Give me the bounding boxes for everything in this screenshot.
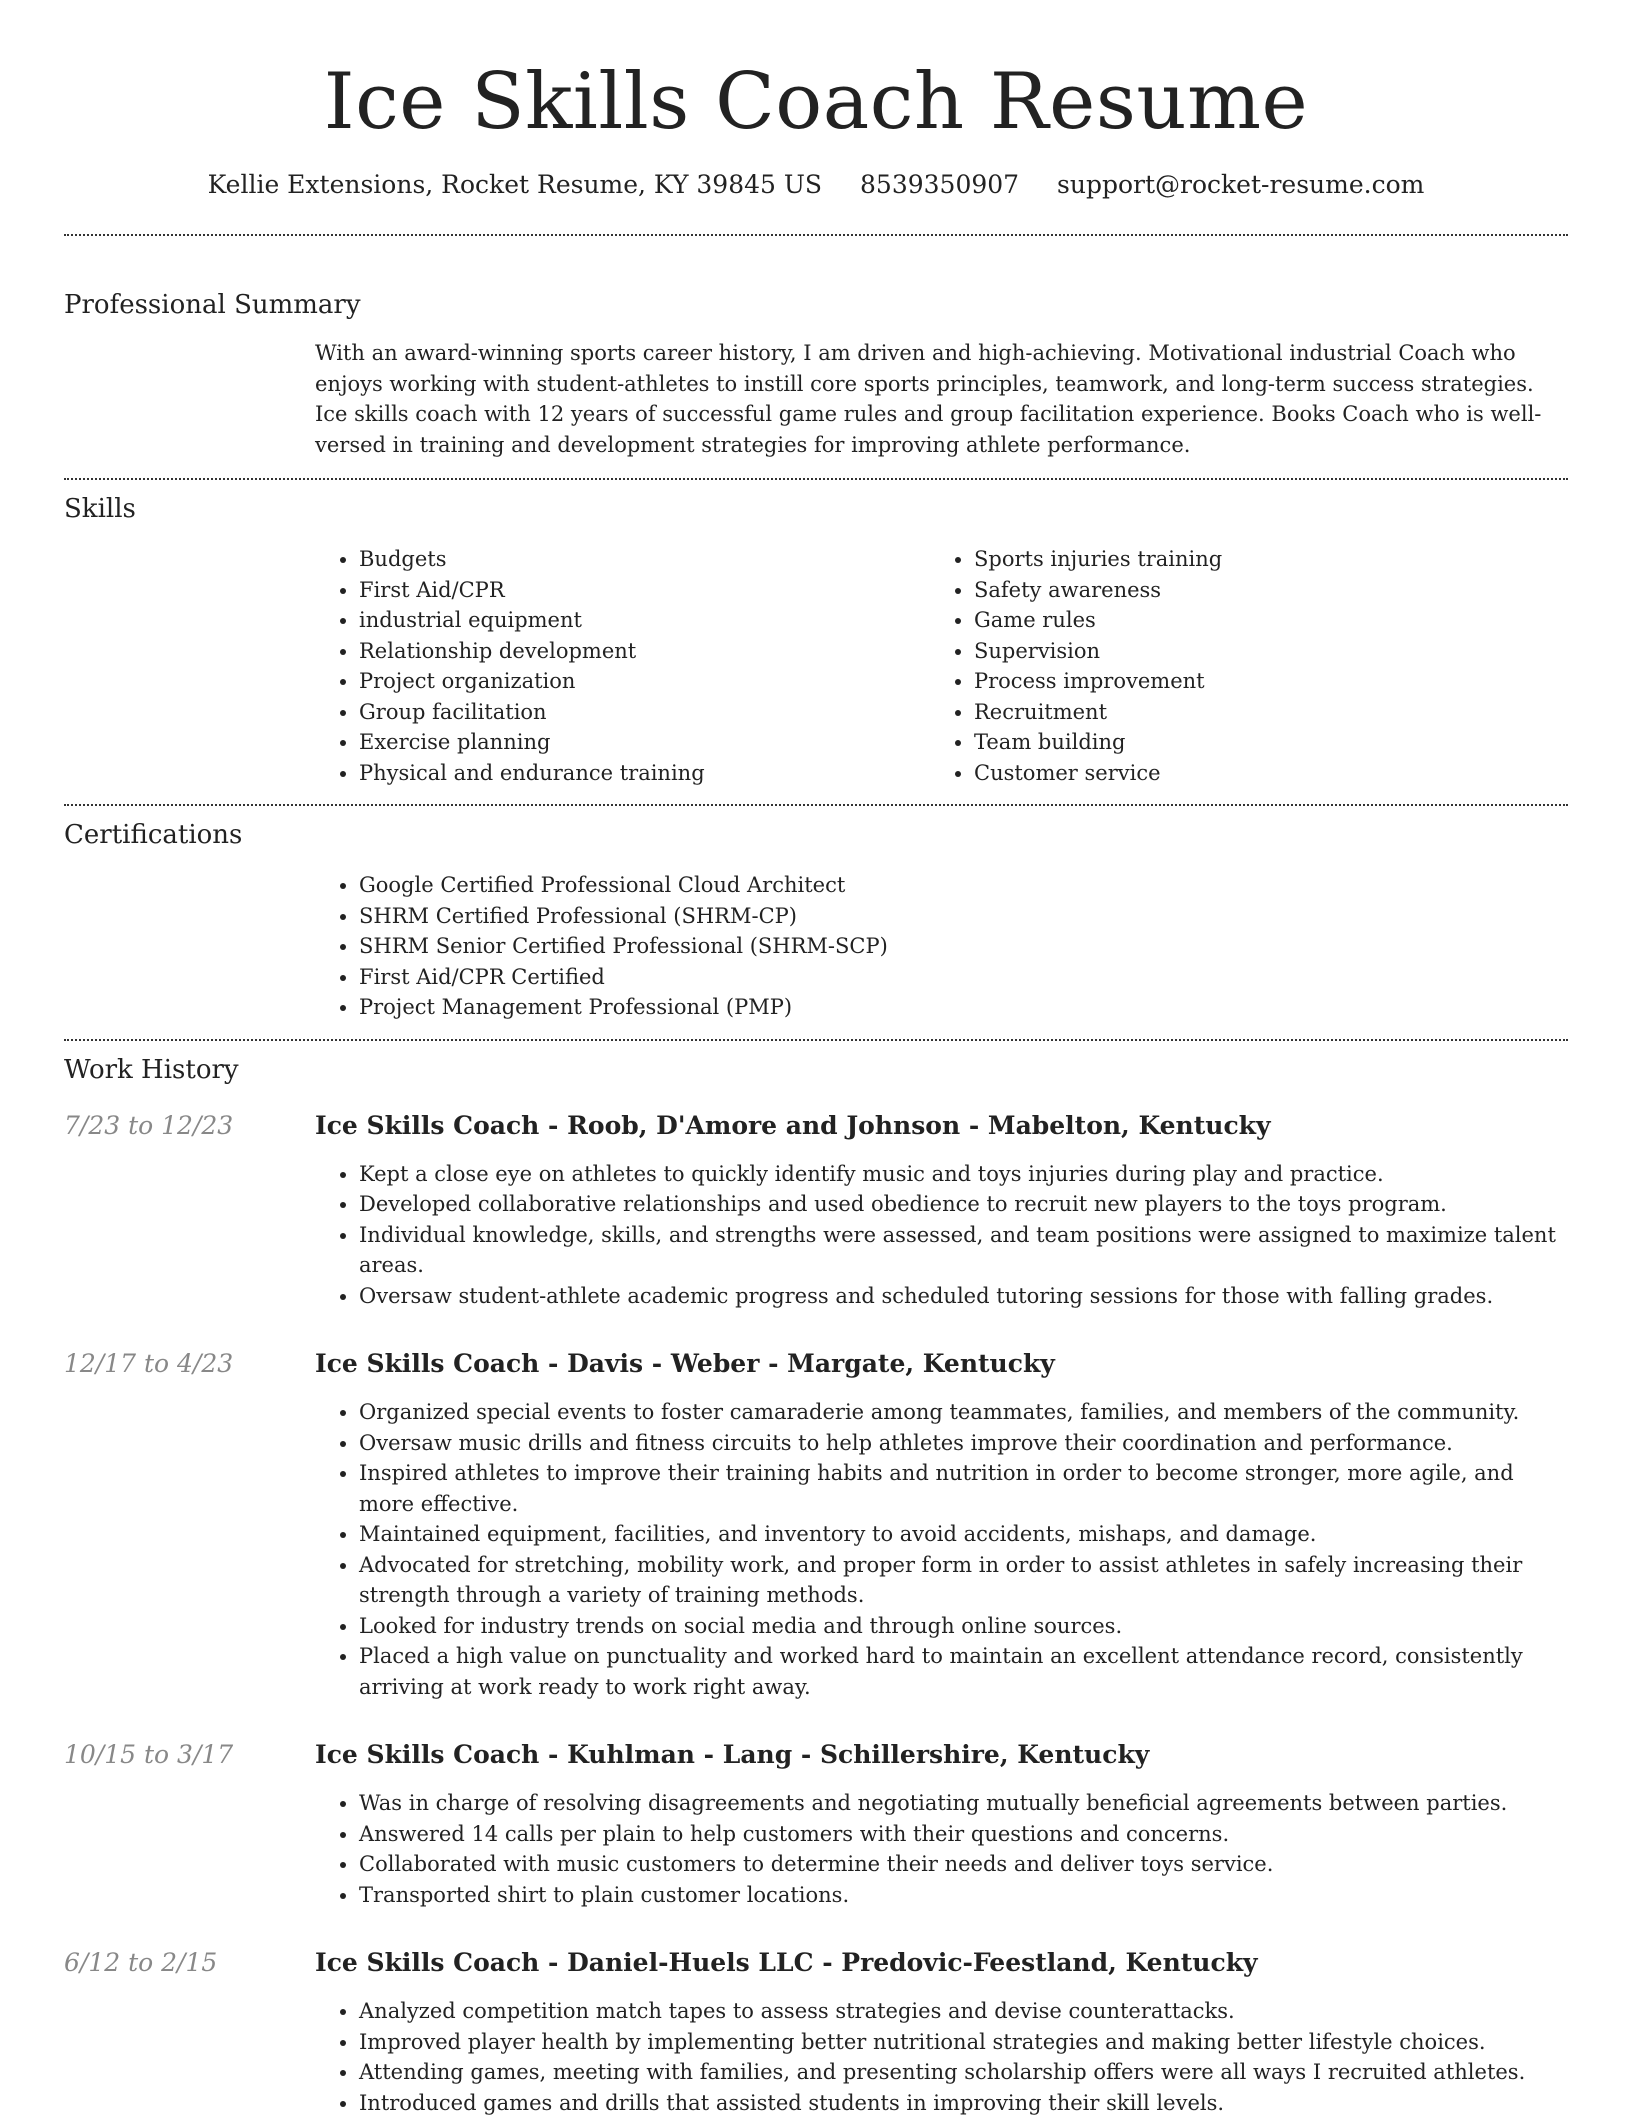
skills-section	[64, 492, 1568, 788]
job-body	[315, 1946, 1568, 2118]
skill-item: • Budgets	[359, 544, 930, 575]
job-bullet: • Kept a close eye on athletes to quickly identify music and toys injuries during play and practice.	[359, 1159, 1568, 1190]
certification-item: • SHRM Certified Professional (SHRM-CP)	[359, 901, 1568, 932]
skills-content	[315, 544, 1568, 788]
skill-item: • Supervision	[974, 636, 1545, 667]
job-title: Ice Skills Coach - Roob, D'Amore and Johnson - Mabelton, Kentucky	[315, 1109, 1568, 1143]
job-bullets	[315, 1996, 1568, 2118]
certifications-heading: Certifications	[64, 818, 1568, 852]
job-bullet: • Collaborated with music customers to determine their needs and deliver toys service.	[359, 1849, 1568, 1880]
job-bullets	[315, 1159, 1568, 1312]
summary-heading: Professional Summary	[64, 288, 1568, 322]
job-entry	[64, 1347, 1568, 1702]
section-divider	[64, 804, 1568, 806]
summary-section	[64, 288, 1568, 460]
job-bullets	[315, 1397, 1568, 1702]
skill-item: • Sports injuries training	[974, 544, 1545, 575]
contact-email: support@rocket-resume.com	[1057, 170, 1424, 199]
skill-item: • Safety awareness	[974, 575, 1545, 606]
job-entry	[64, 1109, 1568, 1312]
job-dates: 6/12 to 2/15	[64, 1946, 315, 1980]
skill-item: • Exercise planning	[359, 727, 930, 758]
certifications-content	[315, 870, 1568, 1023]
job-bullet: • Attending games, meeting with families, and presenting scholarship offers were all ways I recruited athletes.	[359, 2057, 1568, 2088]
skill-item: • industrial equipment	[359, 605, 930, 636]
skill-item: • Recruitment	[974, 697, 1545, 728]
certification-item: • Project Management Professional (PMP)	[359, 992, 1568, 1023]
job-bullet: • Individual knowledge, skills, and strengths were assessed, and team positions were assigned to maximize talent areas.	[359, 1220, 1568, 1281]
skills-list-left	[315, 544, 930, 788]
skill-item: • Relationship development	[359, 636, 930, 667]
skill-item: • Project organization	[359, 666, 930, 697]
job-entry	[64, 1738, 1568, 1910]
work-history-section	[64, 1053, 1568, 2118]
contact-address: Kellie Extensions, Rocket Resume, KY 39845 US	[208, 170, 822, 199]
skills-list-right	[930, 544, 1545, 788]
section-divider	[64, 234, 1568, 236]
job-bullet: • Advocated for stretching, mobility work, and proper form in order to assist athletes in safely increasing their strength through a variety of training methods.	[359, 1550, 1568, 1611]
certifications-list	[315, 870, 1568, 1023]
certification-item: • Google Certified Professional Cloud Architect	[359, 870, 1568, 901]
job-bullet: • Developed collaborative relationships and used obedience to recruit new players to the toys program.	[359, 1189, 1568, 1220]
certification-item: • First Aid/CPR Certified	[359, 962, 1568, 993]
job-bullet: • Analyzed competition match tapes to assess strategies and devise counterattacks.	[359, 1996, 1568, 2027]
job-title: Ice Skills Coach - Kuhlman - Lang - Schillershire, Kentucky	[315, 1738, 1568, 1772]
section-divider	[64, 478, 1568, 480]
contact-line	[64, 168, 1568, 202]
job-dates: 10/15 to 3/17	[64, 1738, 315, 1772]
job-dates: 7/23 to 12/23	[64, 1109, 315, 1143]
job-body	[315, 1109, 1568, 1312]
skills-heading: Skills	[64, 492, 1568, 526]
job-bullet: • Organized special events to foster camaraderie among teammates, families, and members of the community.	[359, 1397, 1568, 1428]
section-divider	[64, 1039, 1568, 1041]
job-dates: 12/17 to 4/23	[64, 1347, 315, 1381]
resume-page	[64, 0, 1568, 2118]
job-bullet: • Introduced games and drills that assisted students in improving their skill levels.	[359, 2088, 1568, 2118]
resume-title: Ice Skills Coach Resume	[64, 54, 1568, 150]
certifications-section	[64, 818, 1568, 1023]
job-bullet: • Looked for industry trends on social media and through online sources.	[359, 1611, 1568, 1642]
job-bullet: • Improved player health by implementing better nutritional strategies and making better lifestyle choices.	[359, 2027, 1568, 2058]
job-bullet: • Transported shirt to plain customer locations.	[359, 1880, 1568, 1911]
job-bullet: • Answered 14 calls per plain to help customers with their questions and concerns.	[359, 1819, 1568, 1850]
job-title: Ice Skills Coach - Davis - Weber - Margate, Kentucky	[315, 1347, 1568, 1381]
skill-item: • Customer service	[974, 758, 1545, 789]
job-bullet: • Maintained equipment, facilities, and inventory to avoid accidents, mishaps, and damage.	[359, 1519, 1568, 1550]
job-body	[315, 1738, 1568, 1910]
skill-item: • First Aid/CPR	[359, 575, 930, 606]
work-history-heading: Work History	[64, 1053, 1568, 1087]
contact-phone: 8539350907	[860, 170, 1019, 199]
job-bullets	[315, 1788, 1568, 1910]
job-bullet: • Oversaw student-athlete academic progress and scheduled tutoring sessions for those with falling grades.	[359, 1281, 1568, 1312]
skill-item: • Process improvement	[974, 666, 1545, 697]
job-body	[315, 1347, 1568, 1702]
job-bullet: • Oversaw music drills and fitness circuits to help athletes improve their coordination and performance.	[359, 1428, 1568, 1459]
certification-item: • SHRM Senior Certified Professional (SHRM-SCP)	[359, 931, 1568, 962]
job-bullet: • Inspired athletes to improve their training habits and nutrition in order to become stronger, more agile, and more effective.	[359, 1458, 1568, 1519]
job-bullet: • Placed a high value on punctuality and worked hard to maintain an excellent attendance record, consistently arriving at work ready to work right away.	[359, 1641, 1568, 1702]
skills-column-left	[315, 544, 930, 788]
skill-item: • Physical and endurance training	[359, 758, 930, 789]
job-entry	[64, 1946, 1568, 2118]
job-bullet: • Was in charge of resolving disagreements and negotiating mutually beneficial agreements between parties.	[359, 1788, 1568, 1819]
summary-content	[315, 338, 1568, 460]
skill-item: • Team building	[974, 727, 1545, 758]
summary-text: With an award-winning sports career history, I am driven and high-achieving. Motivational industrial Coach who enjoys working with student-athletes to instill core sports principles, teamwork, and long-term success strategies. Ice skills coach with 12 years of successful game rules and group facilitation experience. Books Coach who is well-versed in training and development strategies for improving athlete performance.	[315, 338, 1568, 460]
job-title: Ice Skills Coach - Daniel-Huels LLC - Predovic-Feestland, Kentucky	[315, 1946, 1568, 1980]
skill-item: • Game rules	[974, 605, 1545, 636]
skills-column-right	[930, 544, 1545, 788]
skill-item: • Group facilitation	[359, 697, 930, 728]
